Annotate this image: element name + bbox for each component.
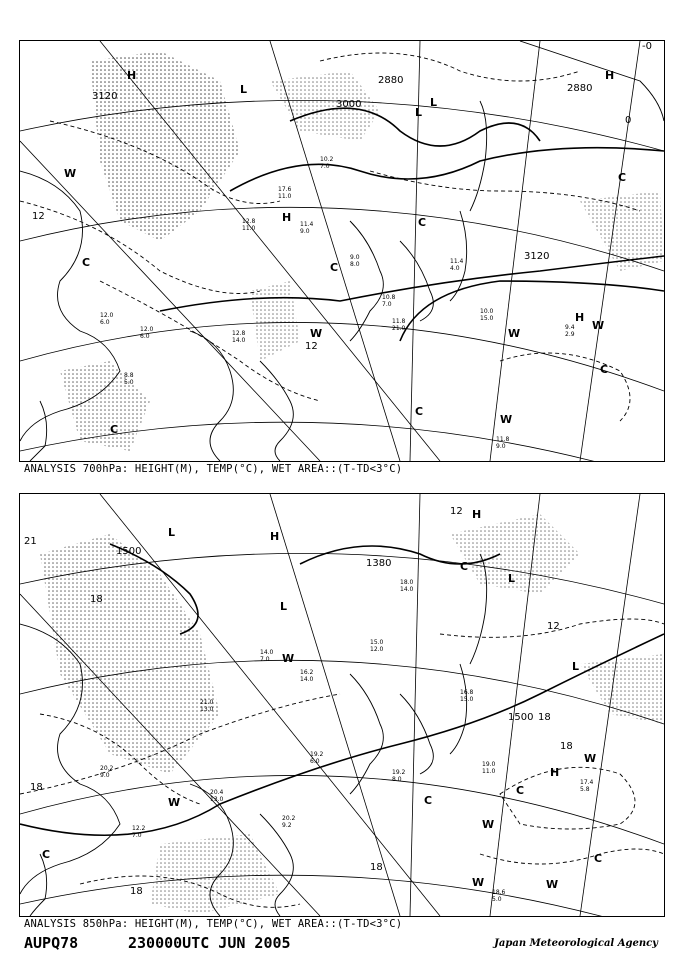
- warm-symbol: W: [584, 752, 597, 765]
- cold-symbol: C: [516, 784, 525, 797]
- station-value: 7.0: [320, 163, 330, 170]
- station-value: 9.0: [100, 772, 110, 779]
- station-value: 20.4: [210, 789, 224, 796]
- station-value: 12.0: [100, 312, 114, 319]
- contour-label: 12: [32, 211, 45, 222]
- station-value: 16.2: [300, 669, 314, 676]
- station-value: 7.0: [260, 656, 270, 663]
- contour-label: 18: [560, 741, 573, 752]
- contour-label: 18: [370, 862, 383, 873]
- warm-symbol: W: [168, 796, 181, 809]
- wet-area: [90, 51, 240, 241]
- station-value: 16.8: [460, 689, 474, 696]
- station-plot: [496, 436, 510, 450]
- contour-label: 1500: [508, 712, 534, 723]
- station-value: 12.0: [370, 646, 384, 653]
- station-value: 8.8: [124, 372, 134, 379]
- station-value: 15.0: [480, 315, 494, 322]
- station-plot: [320, 156, 334, 170]
- station-value: 5.0: [124, 379, 134, 386]
- station-value: 9.2: [282, 822, 292, 829]
- station-value: 9.0: [300, 228, 310, 235]
- warm-symbol: W: [592, 319, 605, 332]
- station-value: 12.8: [232, 330, 246, 337]
- station-plot: [100, 765, 114, 779]
- station-plot: [278, 186, 292, 200]
- cold-symbol: C: [460, 560, 469, 573]
- station-value: 11.0: [242, 225, 256, 232]
- contour-label: 12: [450, 506, 463, 517]
- station-plot: [124, 372, 134, 386]
- station-value: 8.0: [392, 776, 402, 783]
- station-value: 6.0: [140, 333, 150, 340]
- contour-label: 18: [538, 712, 551, 723]
- station-value: 11.8: [392, 318, 406, 325]
- station-value: 17.6: [278, 186, 292, 193]
- station-value: 14.0: [260, 649, 274, 656]
- cold-symbol: C: [618, 171, 627, 184]
- station-plot: [232, 330, 246, 344]
- station-value: 18.6: [492, 889, 506, 896]
- station-value: 8.0: [350, 261, 360, 268]
- station-value: 15.0: [370, 639, 384, 646]
- map-line: [20, 875, 664, 916]
- cold-symbol: C: [594, 852, 603, 865]
- cold-symbol: C: [415, 405, 424, 418]
- station-value: 6.0: [100, 319, 110, 326]
- station-value: 9.4: [565, 324, 575, 331]
- low-symbol: L: [240, 83, 248, 96]
- station-value: 5.0: [492, 896, 502, 903]
- wet-area: [580, 654, 664, 724]
- station-value: 9.0: [496, 443, 506, 450]
- station-plot: [392, 318, 406, 332]
- station-value: 19.0: [482, 761, 496, 768]
- chart-700hpa: [19, 40, 665, 462]
- map-line: [350, 221, 383, 341]
- map-line: [400, 694, 433, 774]
- caption-850hpa: ANALYSIS 850hPa: HEIGHT(M), TEMP(°C), WET AREA::(T-TD<3°C): [24, 918, 403, 930]
- station-value: 11.0: [278, 193, 292, 200]
- contour-label: 3120: [92, 91, 118, 102]
- wet-area: [270, 71, 380, 141]
- station-value: 12.0: [140, 326, 154, 333]
- map-line: [30, 854, 47, 916]
- contour-label: 0: [625, 115, 632, 126]
- map-line: [480, 849, 664, 864]
- station-value: 2.9: [565, 331, 575, 338]
- warm-symbol: W: [472, 876, 485, 889]
- map-line: [410, 494, 420, 916]
- warm-symbol: W: [310, 327, 323, 340]
- contour-label: 3000: [336, 99, 362, 110]
- warm-symbol: W: [64, 167, 77, 180]
- wet-area: [150, 834, 280, 914]
- map-line: [500, 767, 635, 829]
- station-value: 6.0: [310, 758, 320, 765]
- map-line: [20, 775, 664, 844]
- agency-credit: Japan Meteorological Agency: [494, 938, 658, 949]
- chart-850hpa-map: [20, 494, 664, 916]
- cold-symbol: C: [424, 794, 433, 807]
- low-symbol: L: [415, 106, 423, 119]
- high-symbol: H: [575, 311, 585, 324]
- contour-label: 2880: [378, 75, 404, 86]
- station-plot: [382, 294, 396, 308]
- contour-label: 1500: [116, 546, 142, 557]
- station-value: 15.0: [460, 696, 474, 703]
- map-line: [30, 401, 47, 461]
- station-value: 18.0: [400, 579, 414, 586]
- warm-symbol: W: [482, 818, 495, 831]
- station-value: 21.0: [392, 325, 406, 332]
- map-line: [400, 241, 433, 321]
- station-plot: [100, 312, 114, 326]
- wet-area: [40, 534, 220, 774]
- map-line: [450, 211, 467, 301]
- low-symbol: L: [572, 660, 580, 673]
- cold-symbol: C: [600, 363, 609, 376]
- low-symbol: L: [280, 600, 288, 613]
- station-value: 21.0: [200, 699, 214, 706]
- station-value: 5.8: [580, 786, 590, 793]
- station-value: 7.0: [382, 301, 392, 308]
- contour-label: 2880: [567, 83, 593, 94]
- station-plot: [492, 889, 506, 903]
- map-line: [470, 101, 487, 211]
- bulletin-code: AUPQ78: [24, 934, 79, 952]
- bulletin-time: 230000UTC JUN 2005: [128, 934, 291, 952]
- station-plot: [350, 254, 360, 268]
- station-plot: [310, 751, 324, 765]
- station-value: 4.0: [450, 265, 460, 272]
- station-plot: [300, 669, 314, 683]
- station-plot: [200, 699, 214, 713]
- warm-symbol: W: [282, 652, 295, 665]
- map-line: [350, 674, 383, 794]
- map-line: [520, 41, 664, 121]
- station-plot: [242, 218, 256, 232]
- contour-label: -0: [642, 41, 652, 52]
- station-plot: [460, 689, 474, 703]
- station-value: 11.8: [496, 436, 510, 443]
- station-value: 14.0: [232, 337, 246, 344]
- map-line: [260, 361, 293, 461]
- chart-700hpa-map: [20, 41, 664, 461]
- warm-symbol: W: [500, 413, 513, 426]
- wet-area: [580, 191, 664, 271]
- station-plot: [282, 815, 296, 829]
- contour-label: 18: [130, 886, 143, 897]
- high-symbol: H: [127, 69, 137, 82]
- cold-symbol: C: [330, 261, 339, 274]
- station-value: 17.4: [580, 779, 594, 786]
- caption-700hpa: ANALYSIS 700hPa: HEIGHT(M), TEMP(°C), WET AREA::(T-TD<3°C): [24, 463, 403, 475]
- contour-label: 18: [30, 782, 43, 793]
- map-line: [100, 41, 440, 461]
- high-symbol: H: [550, 766, 560, 779]
- high-symbol: H: [282, 211, 292, 224]
- station-plot: [480, 308, 494, 322]
- contour-label: 3120: [524, 251, 550, 262]
- station-value: 9.0: [350, 254, 360, 261]
- station-value: 13.0: [210, 796, 224, 803]
- contour-label: 12: [547, 621, 560, 632]
- cold-symbol: C: [42, 848, 51, 861]
- station-value: 10.2: [320, 156, 334, 163]
- chart-850hpa: [19, 493, 665, 917]
- station-value: 20.2: [282, 815, 296, 822]
- station-plot: [260, 649, 274, 663]
- station-plot: [400, 579, 414, 593]
- map-line: [450, 664, 467, 754]
- high-symbol: H: [472, 508, 482, 521]
- station-value: 20.2: [100, 765, 114, 772]
- warm-symbol: W: [508, 327, 521, 340]
- station-plot: [300, 221, 314, 235]
- station-value: 19.2: [310, 751, 324, 758]
- station-plot: [370, 639, 384, 653]
- station-value: 11.4: [450, 258, 464, 265]
- contour-label: 21: [24, 536, 37, 547]
- low-symbol: L: [430, 96, 438, 109]
- station-value: 12.8: [242, 218, 256, 225]
- map-line: [320, 53, 580, 81]
- cold-symbol: C: [110, 423, 119, 436]
- warm-symbol: W: [546, 878, 559, 891]
- map-line: [410, 41, 423, 461]
- wet-area: [250, 281, 300, 361]
- cold-symbol: C: [82, 256, 91, 269]
- high-symbol: H: [270, 530, 280, 543]
- low-symbol: L: [168, 526, 176, 539]
- station-value: 14.0: [300, 676, 314, 683]
- map-line: [500, 353, 630, 421]
- station-plot: [482, 761, 496, 775]
- station-value: 10.8: [382, 294, 396, 301]
- map-line: [20, 207, 664, 271]
- high-symbol: H: [605, 69, 615, 82]
- station-value: 7.0: [132, 832, 142, 839]
- contour-label: 12: [305, 341, 318, 352]
- station-value: 10.0: [480, 308, 494, 315]
- station-value: 11.0: [482, 768, 496, 775]
- station-plot: [392, 769, 406, 783]
- contour-label: 1380: [366, 558, 392, 569]
- map-line: [230, 148, 664, 191]
- station-value: 19.2: [392, 769, 406, 776]
- station-value: 14.0: [400, 586, 414, 593]
- map-line: [190, 331, 233, 461]
- low-symbol: L: [508, 572, 516, 585]
- station-plot: [580, 779, 594, 793]
- wet-area: [60, 361, 150, 451]
- map-line: [400, 281, 664, 341]
- contour-label: 18: [90, 594, 103, 605]
- station-plot: [210, 789, 224, 803]
- station-value: 11.4: [300, 221, 314, 228]
- station-value: 12.2: [132, 825, 146, 832]
- station-plot: [565, 324, 575, 338]
- station-plot: [450, 258, 464, 272]
- station-value: 13.0: [200, 706, 214, 713]
- cold-symbol: C: [418, 216, 427, 229]
